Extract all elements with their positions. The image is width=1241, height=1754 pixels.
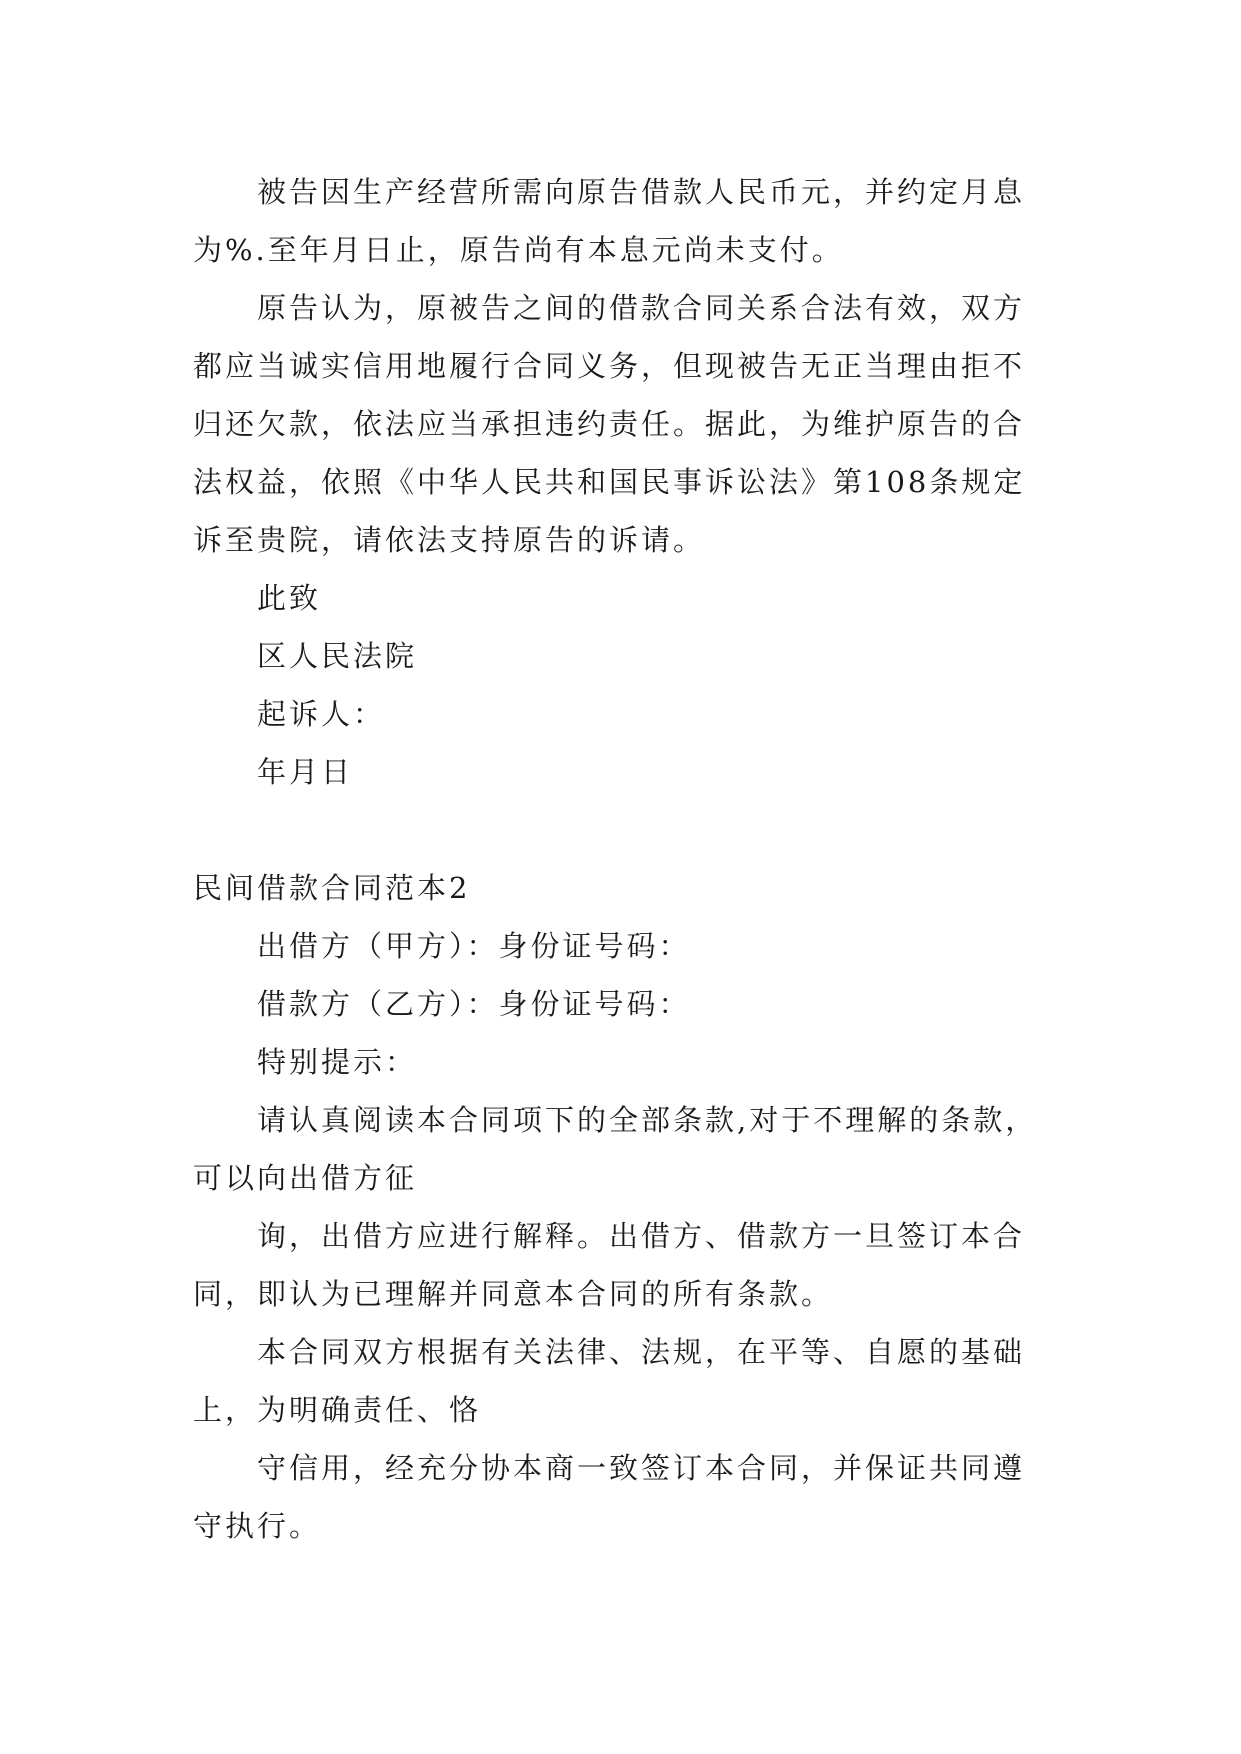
section-heading: 民间借款合同范本2 [193,871,471,905]
blank-line [193,801,1053,859]
court-name: 区人民法院 [257,639,418,673]
signature-date: 年月日 [257,755,354,789]
document-body [193,163,1053,1555]
salutation: 此致 [257,581,322,615]
basis-paragraph-part1: 本合同双方根据有关法律、法规，在平等、自愿的基础上，为明确责任、恪 [193,1335,1026,1427]
basis-paragraph-part2: 守信用，经充分协本商一致签订本合同，并保证共同遵守执行。 [193,1451,1026,1543]
plaintiff-signature: 起诉人： [257,697,386,731]
notice-paragraph-part2: 询，出借方应进行解释。出借方、借款方一旦签订本合同，即认为已理解并同意本合同的所有条款。 [193,1219,1026,1311]
notice-paragraph-part1: 请认真阅读本合同项下的全部条款,对于不理解的条款，可以向出借方征 [193,1103,1038,1195]
paragraph-loan-facts: 被告因生产经营所需向原告借款人民币元，并约定月息为%.至年月日止，原告尚有本息元尚未支付。 [193,175,1026,267]
notice-label: 特别提示： [257,1045,418,1079]
lender-line: 出借方（甲方）：身份证号码： [257,929,691,963]
paragraph-plaintiff-claim: 原告认为，原被告之间的借款合同关系合法有效，双方都应当诚实信用地履行合同义务，但现被告无正当理由拒不归还欠款，依法应当承担违约责任。据此，为维护原告的合法权益，依照《中华人民共和国民事诉讼法》第108条规定诉至贵院，请依法支持原告的诉请。 [193,291,1026,557]
borrower-line: 借款方（乙方）：身份证号码： [257,987,691,1021]
